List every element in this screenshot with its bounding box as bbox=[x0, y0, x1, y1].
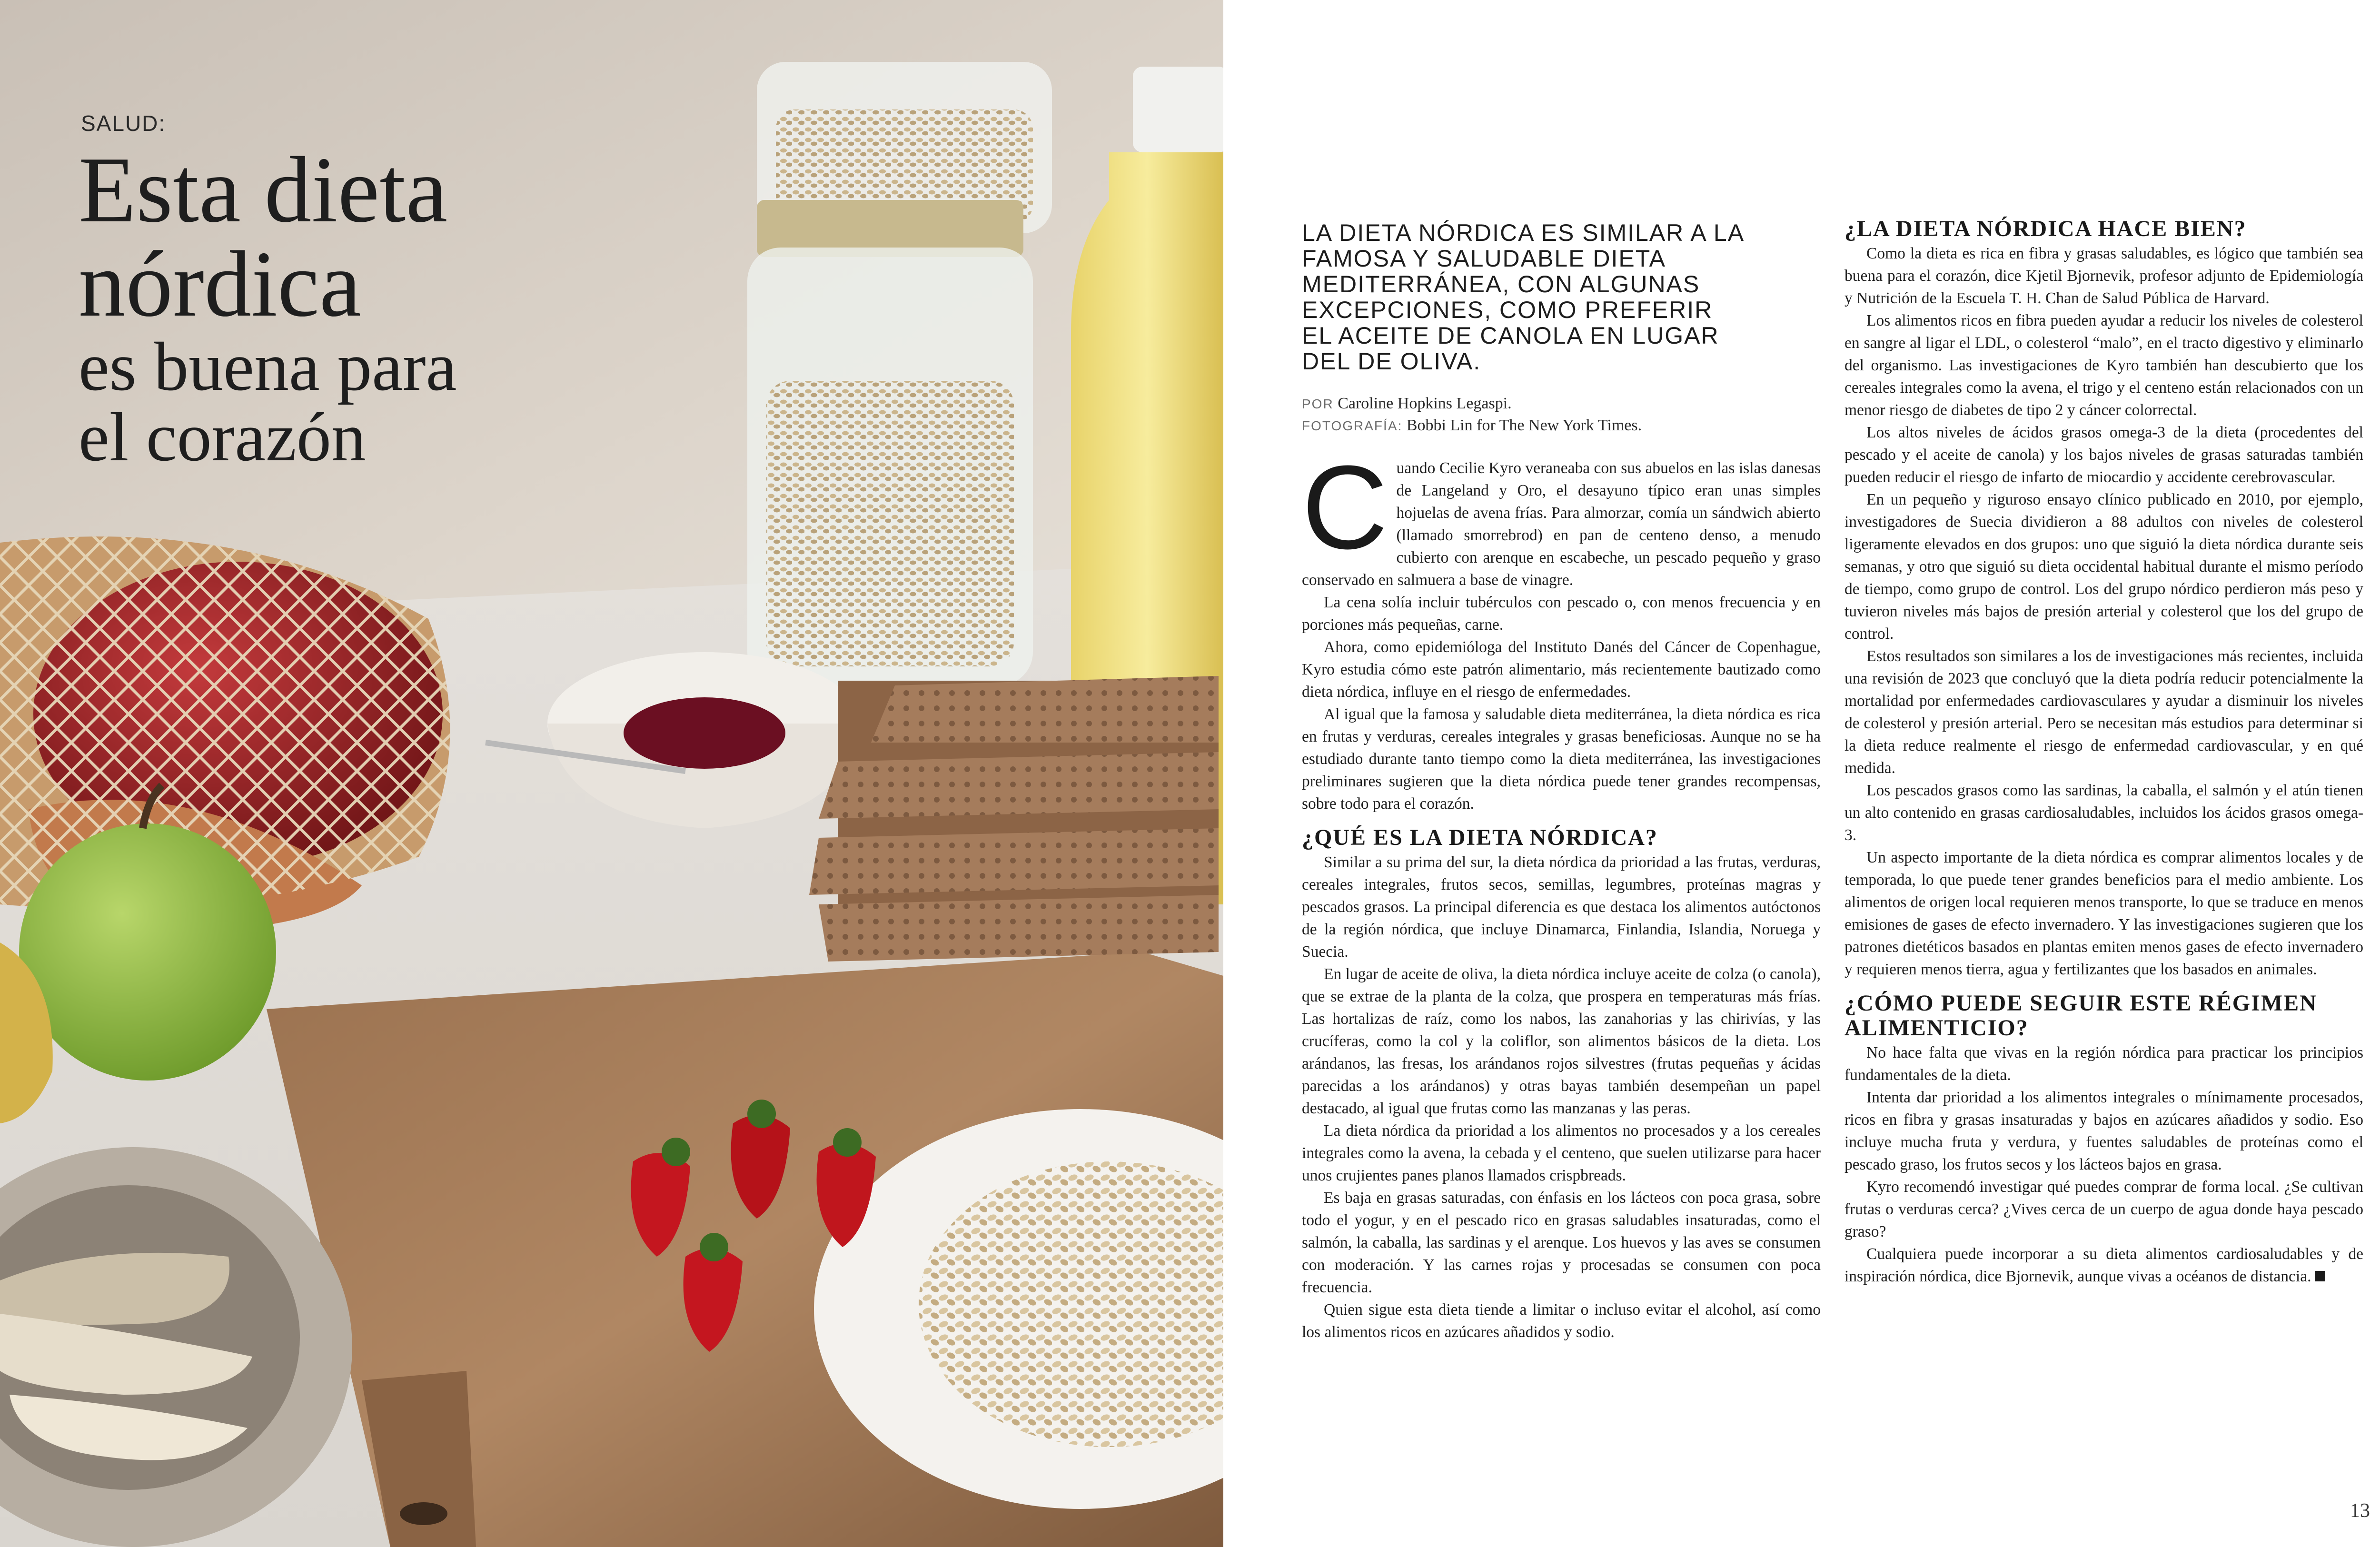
article-column-2 bbox=[1844, 217, 2363, 1288]
paragraph: Estos resultados son similares a los de investigaciones más recientes, incluida una revisión de 2023 que concluyó que la dieta podría reducir potencialmente la mortalidad por enfermedades cardiovasculares y ayudar a disminuir los niveles de colesterol y presión arterial. Pero se necesitan más estudios para determinar si la dieta reduce realmente el riesgo de enfermedad cardiovascular, y en qué medida. bbox=[1844, 647, 2363, 777]
paragraph: Cuando Cecilie Kyro veraneaba con sus abuelos en las islas danesas de Langeland y Oro, el desayuno típico eran unas simples hojuelas de avena frías. Para almorzar, comía un sándwich abierto (llamado smorrebrod) en pan de centeno denso, a menudo cubierto con arenque en escabeche, un pescado pequeño y graso conservado en salmuera a base de vinagre. bbox=[1302, 441, 1821, 589]
section-heading: ¿LA DIETA NÓRDICA HACE BIEN? bbox=[1844, 216, 2247, 241]
headline-line-4: el corazón bbox=[79, 398, 366, 476]
section-kicker: SALUD: bbox=[81, 111, 166, 136]
photo-credit bbox=[1302, 415, 1778, 436]
paragraph: Los altos niveles de ácidos grasos omega-3 de la dieta (procedentes del pescado y el aceite de canola) y los bajos niveles de grasas saturadas también pueden reducir el riesgo de infarto de miocardio y accidente cerebrovascular. bbox=[1844, 424, 2363, 486]
paragraph: Intenta dar prioridad a los alimentos integrales o mínimamente procesados, ricos en fibra y grasas insaturadas y bajos en azúcares añadidos y sodio. Eso incluye mucha fruta y verdura, y fuentes saludables de proteínas como el pescado graso, los frutos secos y los lácteos bajos en grasa. bbox=[1844, 1089, 2363, 1173]
headline-line-2: nórdica bbox=[79, 232, 361, 336]
headline bbox=[79, 138, 697, 476]
article-page bbox=[1223, 0, 2380, 1547]
end-mark-icon bbox=[2315, 1271, 2325, 1281]
paragraph: Al igual que la famosa y saludable dieta mediterránea, la dieta nórdica es rica en frutas y verduras, cereales integrales y grasas beneficiosas. Aunque no se ha estudiado durante tanto tiempo como la dieta mediterránea, las investigaciones preliminares sugieren que la dieta nórdica puede tener grandes recompensas, sobre todo para el corazón. bbox=[1302, 705, 1821, 813]
paragraph: Quien sigue esta dieta tiende a limitar o incluso evitar el alcohol, así como los alimentos ricos en azúcares añadidos y sodio. bbox=[1302, 1301, 1821, 1341]
section-heading: ¿CÓMO PUEDE SEGUIR ESTE RÉGIMEN ALIMENTICIO? bbox=[1844, 991, 2317, 1041]
paragraph: Cualquiera puede incorporar a su dieta alimentos cardiosaludables y de inspiración nórdica, dice Bjornevik, aunque vivas a océanos de distancia. bbox=[1844, 1245, 2363, 1285]
byline-label: POR bbox=[1302, 397, 1334, 411]
byline bbox=[1302, 393, 1778, 415]
paragraph: Ahora, como epidemióloga del Instituto Danés del Cáncer de Copenhague, Kyro estudia cómo este patrón alimentario, más recientemente bautizado como dieta nórdica, influye en el riesgo de enfermedades. bbox=[1302, 638, 1821, 701]
photo-credit-label: FOTOGRAFÍA: bbox=[1302, 418, 1403, 433]
headline-line-3: es buena para bbox=[79, 328, 457, 405]
paragraph: En lugar de aceite de oliva, la dieta nórdica incluye aceite de colza (o canola), que se extrae de la planta de la colza, que prospera en temperaturas más frías. Las hortalizas de raíz, como los nabos, las zanahorias y las chirivías, y las crucíferas, como la col y la coliflor, son alimentos básicos de la dieta. Los arándanos, las fresas, los arándanos rojos silvestres (frutas pequeñas y ácidas parecidas a los arándanos) y otras bayas también desempeñan un papel destacado, al igual que frutas como las manzanas y las peras. bbox=[1302, 965, 1821, 1117]
paragraph: La dieta nórdica da prioridad a los alimentos no procesados y a los cereales integrales como la avena, la cebada y el centeno, que suelen utilizarse para hacer unos crujientes panes planos llamados crispbreads. bbox=[1302, 1122, 1821, 1184]
photo-credit-name: Bobbi Lin for The New York Times. bbox=[1406, 416, 1642, 434]
paragraph: Como la dieta es rica en fibra y grasas saludables, es lógico que también sea buena para el corazón, dice Kjetil Bjornevik, profesor adjunto de Epidemiología y Nutrición de la Escuela T. H. Chan de Salud Pública de Harvard. bbox=[1844, 245, 2363, 307]
paragraph: La cena solía incluir tubérculos con pescado o, con menos frecuencia y en porciones más pequeñas, carne. bbox=[1302, 594, 1821, 634]
paragraph: Similar a su prima del sur, la dieta nórdica da prioridad a las frutas, verduras, cereales integrales, frutos secos, semillas, legumbres, proteínas magras y pescados grasos. La principal diferencia es que destaca los alimentos autóctonos de la región nórdica, que incluye Dinamarca, Finlandia, Islandia, Noruega y Suecia. bbox=[1302, 853, 1821, 961]
paragraph: Los pescados grasos como las sardinas, la caballa, el salmón y el atún tienen un alto contenido en grasas cardiosaludables, incluidos los ácidos grasos omega-3. bbox=[1844, 782, 2363, 844]
paragraph: En un pequeño y riguroso ensayo clínico publicado en 2010, por ejemplo, investigadores de Suecia dividieron a 88 adultos con niveles de colesterol ligeramente elevados en dos grupos: uno que siguió la dieta nórdica durante seis semanas, y otro que siguió su dieta occidental habitual durante el mismo período de tiempo, como grupo de control. Los del grupo nórdico perdieron más peso y tuvieron niveles más bajos de presión arterial y colesterol que los del grupo de control. bbox=[1844, 491, 2363, 643]
paragraph: Es baja en grasas saturadas, con énfasis en los lácteos con poca grasa, sobre todo el yogur, y en el pescado rico en grasas saludables insaturadas, como el salmón, la caballa, las sardinas y el arenque. Los huevos y las aves se consumen con moderación. Y las carnes rojas y procesadas se consumen con poca frecuencia. bbox=[1302, 1189, 1821, 1296]
page-number: 13 bbox=[2350, 1500, 2370, 1522]
paragraph: Kyro recomendó investigar qué puedes comprar de forma local. ¿Se cultivan frutas o verduras cerca? ¿Vives cerca de un cuerpo de agua donde haya pescado graso? bbox=[1844, 1178, 2363, 1240]
paragraph: No hace falta que vivas en la región nórdica para practicar los principios fundamentales de la dieta. bbox=[1844, 1044, 2363, 1084]
section-heading: ¿QUÉ ES LA DIETA NÓRDICA? bbox=[1302, 825, 1658, 850]
headline-line-1: Esta dieta bbox=[79, 138, 448, 242]
paragraph: Los alimentos ricos en fibra pueden ayudar a reducir los niveles de colesterol en sangre al ligar el LDL, o colesterol “malo”, en el tracto digestivo y eliminarlo del organismo. Las investigaciones de Kyro también han descubierto que los cereales integrales como la avena, el trigo y el centeno están relacionados con un menor riesgo de diabetes de tipo 2 y cáncer colorrectal. bbox=[1844, 312, 2363, 419]
article-column-1 bbox=[1302, 441, 1821, 1343]
byline-author: Caroline Hopkins Legaspi. bbox=[1338, 395, 1512, 412]
drop-cap: C bbox=[1302, 441, 1388, 574]
article-deck: LA DIETA NÓRDICA ES SIMILAR A LA FAMOSA Y SALUDABLE DIETA MEDITERRÁNEA, CON ALGUNAS EXCEPCIONES, COMO PREFERIR EL ACEITE DE CANOLA EN LUGAR DEL DE OLIVA. bbox=[1302, 219, 1744, 375]
paragraph: Un aspecto importante de la dieta nórdica es comprar alimentos locales y de temporada, lo que puede tener grandes beneficios para el medio ambiente. Los alimentos de origen local requieren menos transporte, lo que se traduce en menos emisiones de gases de efecto invernadero. Y las investigaciones sugieren que los patrones dietéticos basados en plantas emiten menos gases de efecto invernadero y requieren menos tierra, agua y fertilizantes que los basados en animales. bbox=[1844, 849, 2363, 978]
